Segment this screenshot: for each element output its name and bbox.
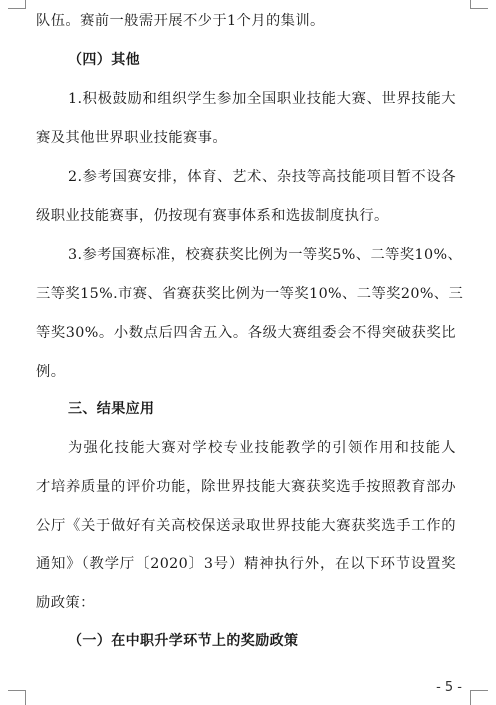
text-line: 三等奖15%.市赛、省赛获奖比例为一等奖10%、二等奖20%、三	[36, 286, 464, 302]
crop-mark-bottom-left-v	[25, 690, 26, 705]
text-line: 等奖30%。小数点后四舍五入。各级大赛组委会不得突破获奖比	[36, 325, 456, 341]
crop-mark-bottom-right-h	[470, 690, 488, 691]
text-line: 公厅《关于做好有关高校保送录取世界技能大赛获奖选手工作的	[36, 518, 456, 534]
subsection-heading: （一）在中职升学环节上的奖励政策	[68, 633, 299, 649]
text-line: 队伍。赛前一般需开展不少于1个月的集训。	[36, 13, 325, 29]
text-line: 例。	[36, 364, 66, 380]
text-line: 3.参考国赛标准，校赛获奖比例为一等奖5%、二等奖10%、	[68, 247, 463, 263]
text-line: 2.参考国赛安排，体育、艺术、杂技等高技能项目暂不设各	[68, 169, 456, 185]
section-heading: （四）其他	[68, 52, 140, 68]
page-number: - 5 -	[436, 680, 462, 695]
text-line: 励政策：	[36, 595, 95, 611]
text-line: 1.积极鼓励和组织学生参加全国职业技能大赛、世界技能大	[68, 91, 456, 107]
text-line: 为强化技能大赛对学校专业技能教学的引领作用和技能人	[68, 440, 456, 456]
crop-mark-bottom-left-h	[8, 690, 26, 691]
text-line: 通知》（教学厅〔2020〕3号）精神执行外，在以下环节设置奖	[36, 556, 456, 572]
crop-mark-top-right-h	[470, 8, 488, 9]
crop-mark-bottom-right-v	[470, 690, 471, 705]
crop-mark-top-right-v	[470, 0, 471, 9]
text-line: 级职业技能赛事，仍按现有赛事体系和选拔制度执行。	[36, 208, 389, 224]
crop-mark-top-left-v	[25, 0, 26, 9]
section-heading: 三、结果应用	[68, 401, 155, 417]
crop-mark-top-left-h	[8, 8, 26, 9]
text-line: 赛及其他世界职业技能赛事。	[36, 130, 228, 146]
text-line: 才培养质量的评价功能，除世界技能大赛获奖选手按照教育部办	[36, 479, 456, 495]
